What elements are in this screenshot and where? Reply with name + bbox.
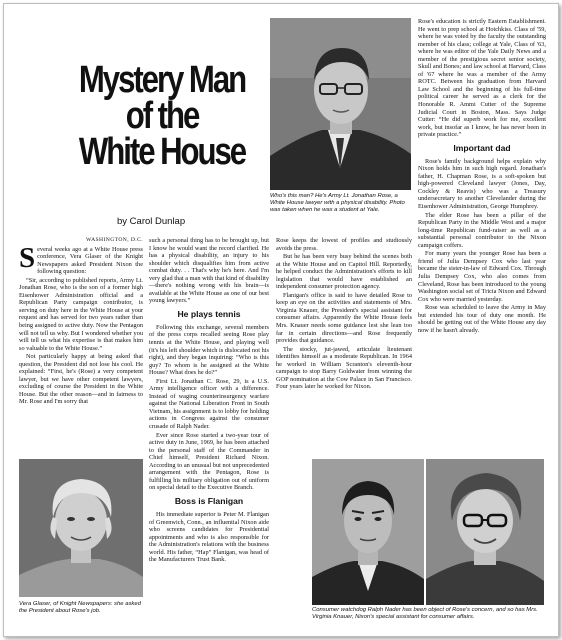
headline-line-1: Mystery Man bbox=[78, 59, 246, 101]
photo-virginia-knauer bbox=[426, 459, 544, 605]
photo-vera-glaser bbox=[19, 459, 143, 597]
col3-para-1: Rose keeps the lowest of profiles and studiously avoids the press. bbox=[276, 237, 412, 252]
col4-para-5: Rose was scheduled to leave the Army in May but extended his tour of duty one month. He should be getting out of the White House any day now if he hasn't already. bbox=[418, 304, 546, 334]
col1-para-3: Not particularly happy at being asked that question, the President did not lose his cool. He explained: “First, he's (Rose) a very competent lawyer, but we have other competent lawyers, excluding of course the President in the White House. But the other reason—and in fairness to Mr. Rose and I'm sorry that bbox=[19, 353, 143, 406]
portrait-glaser-image bbox=[19, 459, 143, 597]
column-1 bbox=[19, 237, 143, 455]
dateline: WASHINGTON, D.C. bbox=[86, 237, 143, 243]
portrait-rose-image bbox=[270, 18, 411, 190]
col2-para-3: First Lt. Jonathan C. Rose, 29, is a U.S. Army intelligence officer with a difference. Instead of waging counterinsurgency warfare against the National Liberation Front in South Vietnam, his assignment is to lobby for holding actions in Congress against the consumer crusade of Ralph Nader. bbox=[149, 377, 269, 431]
caption-rose: Who's this man? He's Army Lt. Jonathan Rose, a White House lawyer with a physical disability. Photo was taken when he was a student at Yale. bbox=[270, 193, 405, 213]
headline-line-2: of the bbox=[125, 95, 199, 137]
col1-para-2: “Sir, according to published reports, Army Lt. Jonathan Rose, who is the son of a former high Eisenhower Administration official and a Republican Party campaign contributor, is serving on duty here in the White House at your request and has served for two years rather than being assigned to active duty. Now the Pentagon will not tell us why. But I wondered whether you will tell us what his expertise is that makes him so valuable to the White House.” bbox=[19, 276, 143, 352]
col4-para-1: Rose's education is strictly Eastern Establishment. He went to prep school at Hotchkiss. Class of '59, where he was voted by the faculty the outstanding member of his class; college at Yale, Class of '63, where he was editor of the Yale Daily News and a member of the prestigious secret senior society, Skull and Bones; and law school at Harvard, Class of '67 where he was a member of the Army ROTC. Between his graduation from Harvard Law School and the beginning of his full-time political career he served as a clerk for the Honorable R. Ammi Cutter of the Supreme Judicial Court in Boston, Mass. Says Judge Cutter: “He did superb work for me, excellent work, but insofar as I know, he has never been in private practice.” bbox=[418, 18, 546, 139]
subhead-important-dad: Important dad bbox=[453, 142, 511, 153]
col4-para-2: Rose's family background helps explain why Nixon holds him in such high regard. Jonathan's father, H. Chapman Rose, is a soft-spoken but high-powered Cleveland lawyer (Jones, Day, Cockley & Reavis) who was a Treasury undersecretary to another Clevelander during the Eisenhower Administration, George Humphrey. bbox=[418, 157, 546, 211]
portrait-nader-image bbox=[312, 459, 424, 605]
col2-para-5: His immediate superior is Peter M. Flanigan of Greenwich, Conn., an influential Nixon aide who screens candidates for Presidential appointments and who is also responsible for the Administration's relations with the business world. His father, “Hap” Flanigan, was head of the Manufacturers Trust Bank. bbox=[149, 510, 269, 564]
col4-para-3: The elder Rose has been a pillar of the Republican Party in the Middle West and a major long-time Republican fund-raiser as well as a substantial personal contributor to the Nixon campaign coffers. bbox=[418, 211, 546, 249]
photo-ralph-nader bbox=[312, 459, 424, 605]
column-4 bbox=[418, 18, 546, 456]
column-2 bbox=[149, 237, 269, 632]
col4-para-4: For many years the younger Rose has been a friend of Julia Dempsey Cox who last year became the sister-in-law of Edward Cox. Through Julia Dempsey Cox, who also comes from Cleveland, Rose has been introduced to the young Washington social set of Tricia Nixon and Edward Cox who were married yesterday. bbox=[418, 250, 546, 303]
headline-line-3: White House bbox=[78, 131, 246, 173]
caption-glaser: Vera Glaser, of Knight Newspapers: she asked the President about Rose's job. bbox=[19, 601, 141, 614]
caption-nader-knauer: Consumer watchdog Ralph Nader has been object of Rose's concern, and so has Mrs. Virginia Knauer, Nixon's special assistant for consumer affairs. bbox=[312, 607, 538, 620]
col2-para-2: Following this exchange, several members of the press corps recalled seeing Rose play tennis at the White House, and playing well (it's his left shoulder which is dislocated not his right), and they began inquiring: “Who is this guy? To whom is he assigned at the White House? What does he do?” bbox=[149, 323, 269, 377]
photo-jonathan-rose bbox=[270, 18, 411, 190]
col2-para-1: such a personal thing has to be brought up, but I know he would want the record clarified. He has a physical disability, an injury to his shoulder which disqualifies him from active combat duty. . . That's why he's here. And I'm very glad that a man with that kind of disability—there's nothing wrong with his brain—is available at the White House as one of our best young lawyers.” bbox=[149, 237, 269, 305]
column-3 bbox=[276, 237, 412, 459]
col3-para-4: The stocky, jut-jawed, articulate lieutenant identifies himself as a moderate Republican. In 1964 he worked in William Scranton's eleventh-hour campaign to stop Barry Goldwater from winning the GOP nomination at the Cow Palace in San Francisco. Four years later he worked for Nixon. bbox=[276, 345, 412, 391]
subhead-boss-is-flanigan: Boss is Flanigan bbox=[174, 495, 244, 506]
byline: by Carol Dunlap bbox=[117, 216, 186, 227]
col3-para-3: Flanigan's office is said to have detailed Rose to keep an eye on the activities and statements of Mrs. Virginia Knauer, the President's special assistant for consumer affairs. Apparently the White House feels Mrs. Knauer needs some guidance lest she lean too far in certain directions—and Rose frequently provides that guidance. bbox=[276, 291, 412, 345]
col2-para-4: Ever since Rose started a two-year tour of active duty in June, 1969, he has been attached to the personal staff of the Commander in Chief himself, President Richard Nixon. According to an unusual but not unprecedented arrangement with the Pentagon, Rose is fulfilling his military obligation out of uniform on special detail to the Executive Branch. bbox=[149, 431, 269, 492]
subhead-he-plays-tennis: He plays tennis bbox=[177, 308, 241, 319]
newspaper-page bbox=[3, 3, 559, 637]
drop-cap: S bbox=[19, 241, 36, 274]
col3-para-2: But he has been very busy behind the scenes both at the White House and on Capitol Hill. Reportedly, he helped conduct the Administration's efforts to kill legislation that would have established an independent consumer protection agency. bbox=[276, 253, 412, 291]
headline bbox=[68, 59, 257, 173]
portrait-knauer-image bbox=[426, 459, 544, 605]
col1-para-1: Several weeks ago at a White House press conference, Vera Glaser of the Knight Newspapers asked President Nixon the following question: bbox=[19, 241, 143, 276]
